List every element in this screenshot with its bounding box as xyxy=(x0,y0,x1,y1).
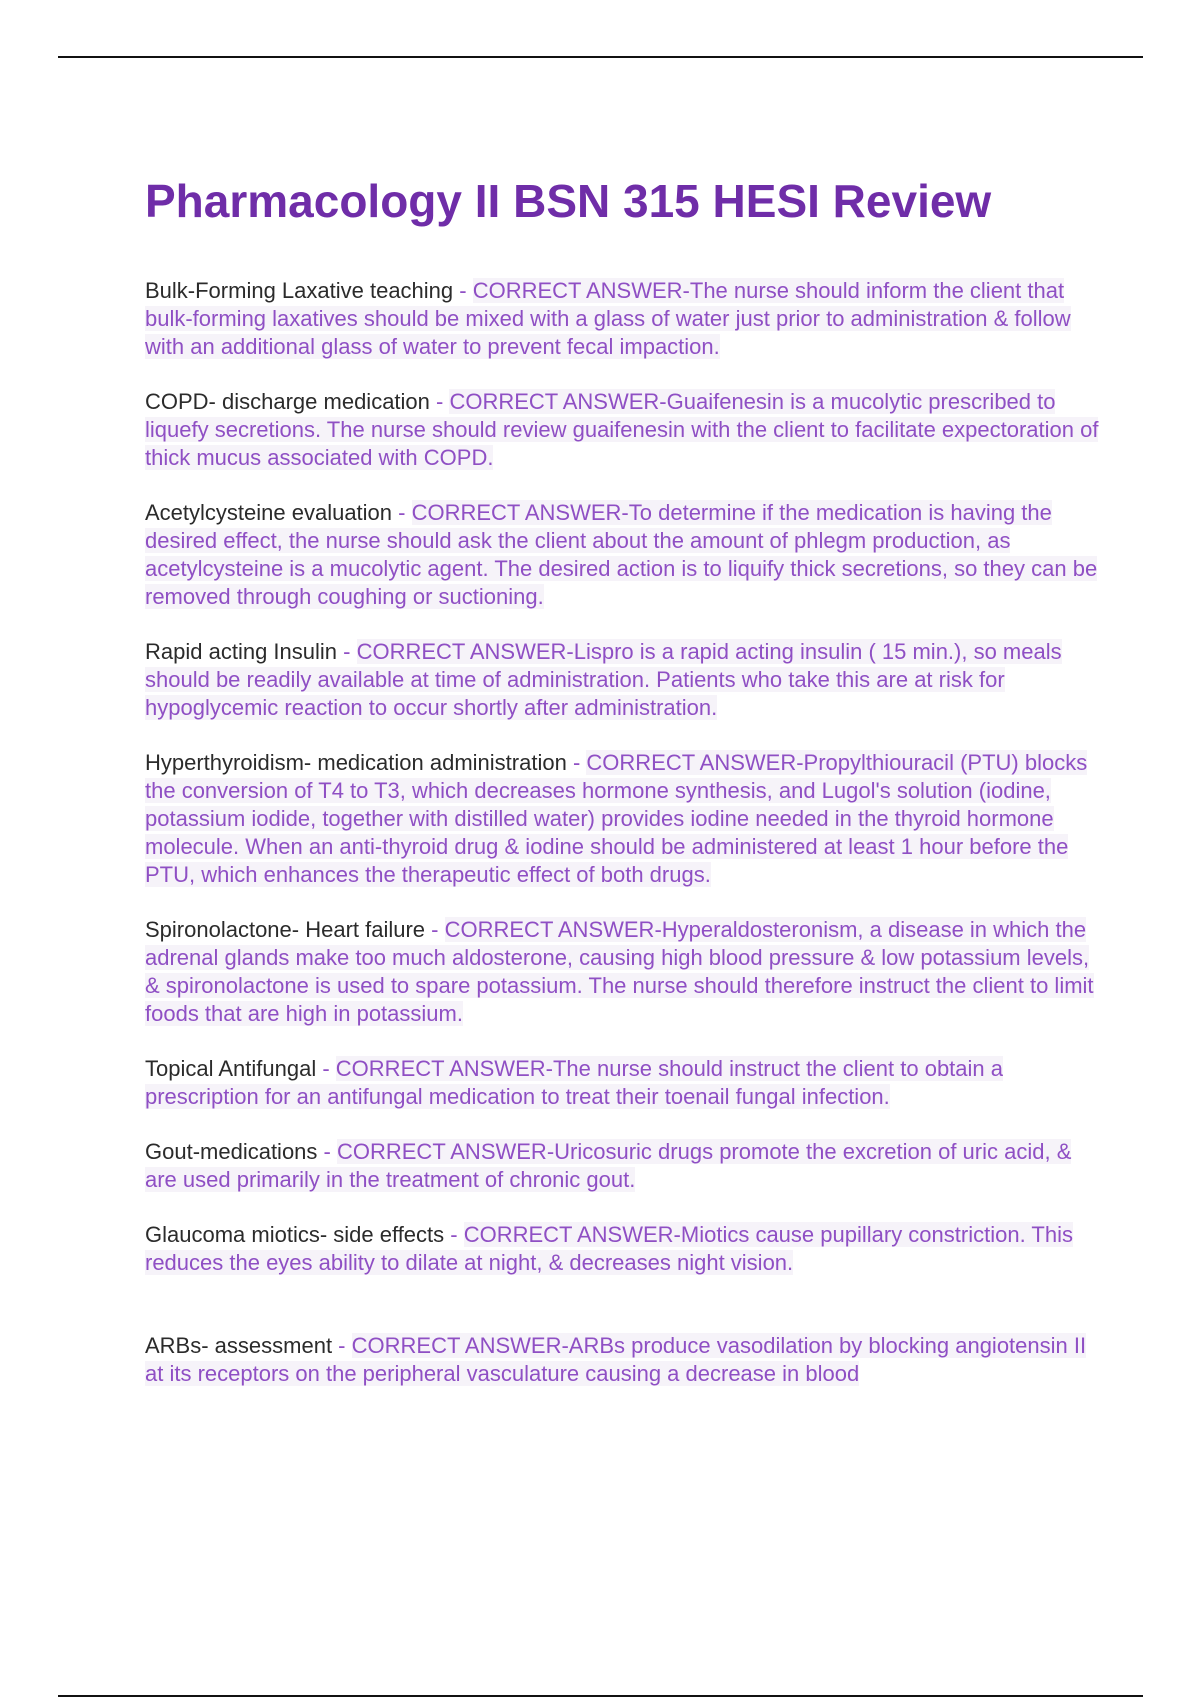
qa-separator: - xyxy=(453,278,473,303)
qa-term: Hyperthyroidism- medication administration xyxy=(145,750,567,775)
qa-item xyxy=(145,749,1105,889)
qa-item xyxy=(145,1055,1105,1111)
qa-term: ARBs- assessment xyxy=(145,1333,333,1358)
qa-answer: CORRECT ANSWER-Propylthiouracil (PTU) blocks the conversion of T4 to T3, which decreases hormone synthesis, and Lugol's solution (iodine, potassium iodide, together with distilled water) provides iodine needed in the thyroid hormone molecule. When an anti-thyroid drug & iodine should be administered at least 1 hour before the PTU, which enhances the therapeutic effect of both drugs. xyxy=(145,750,1088,887)
qa-term: Glaucoma miotics- side effects xyxy=(145,1222,445,1247)
qa-item xyxy=(145,638,1105,722)
qa-answer: CORRECT ANSWER-The nurse should inform the client that bulk-forming laxatives should be mixed with a glass of water just prior to administration & follow with an additional glass of water to prevent fecal impaction. xyxy=(145,278,1071,359)
qa-item xyxy=(145,388,1105,472)
qa-term: COPD- discharge medication xyxy=(145,389,430,414)
top-rule xyxy=(58,56,1143,58)
bottom-rule xyxy=(58,1695,1143,1697)
qa-answer: CORRECT ANSWER-Lispro is a rapid acting insulin ( 15 min.), so meals should be readily available at time of administration. Patients who take this are at risk for hypoglycemic reaction to occur shortly after administration. xyxy=(145,639,1062,720)
qa-term: Gout-medications xyxy=(145,1139,318,1164)
qa-separator: - xyxy=(429,389,450,414)
qa-separator: - xyxy=(425,917,445,942)
qa-separator: - xyxy=(444,1222,464,1247)
qa-answer: CORRECT ANSWER-Uricosuric drugs promote the excretion of uric acid, & are used primarily in the treatment of chronic gout. xyxy=(145,1139,1072,1192)
qa-answer: CORRECT ANSWER-The nurse should instruct the client to obtain a prescription for an antifungal medication to treat their toenail fungal infection. xyxy=(145,1056,1004,1109)
qa-answer: CORRECT ANSWER-Guaifenesin is a mucolytic prescribed to liquefy secretions. The nurse should review guaifenesin with the client to facilitate expectoration of thick mucus associated with COPD. xyxy=(145,389,1099,470)
document-title: Pharmacology II BSN 315 HESI Review xyxy=(145,175,992,227)
qa-separator: - xyxy=(392,500,412,525)
qa-term: Spironolactone- Heart failure xyxy=(145,917,426,942)
qa-item xyxy=(145,277,1105,361)
qa-item xyxy=(145,1332,1105,1388)
qa-separator: - xyxy=(316,1056,336,1081)
qa-separator: - xyxy=(332,1333,352,1358)
qa-answer: CORRECT ANSWER-Miotics cause pupillary constriction. This reduces the eyes ability to dilate at night, & decreases night vision. xyxy=(145,1222,1073,1275)
qa-term: Rapid acting Insulin xyxy=(145,639,338,664)
qa-separator: - xyxy=(337,639,357,664)
qa-separator: - xyxy=(566,750,587,775)
qa-answer: CORRECT ANSWER-ARBs produce vasodilation by blocking angiotensin II at its receptors on the peripheral vasculature causing a decrease in blood xyxy=(145,1333,1087,1386)
document-body xyxy=(145,170,1105,1415)
qa-item xyxy=(145,499,1105,611)
qa-item xyxy=(145,1138,1105,1194)
qa-term: Topical Antifungal xyxy=(145,1056,317,1081)
qa-item xyxy=(145,916,1105,1028)
qa-term: Bulk-Forming Laxative teaching xyxy=(145,278,454,303)
qa-separator: - xyxy=(317,1139,337,1164)
qa-answer: CORRECT ANSWER-Hyperaldosteronism, a disease in which the adrenal glands make too much aldosterone, causing high blood pressure & low potassium levels, & spironolactone is used to spare potassium. The nurse should therefore instruct the client to limit foods that are high in potassium. xyxy=(145,917,1094,1026)
qa-term: Acetylcysteine evaluation xyxy=(145,500,393,525)
qa-item xyxy=(145,1221,1105,1277)
qa-answer: CORRECT ANSWER-To determine if the medication is having the desired effect, the nurse should ask the client about the amount of phlegm production, as acetylcysteine is a mucolytic agent. The desired action is to liquify thick secretions, so they can be removed through coughing or suctioning. xyxy=(145,500,1098,609)
qa-list xyxy=(145,277,1105,1388)
